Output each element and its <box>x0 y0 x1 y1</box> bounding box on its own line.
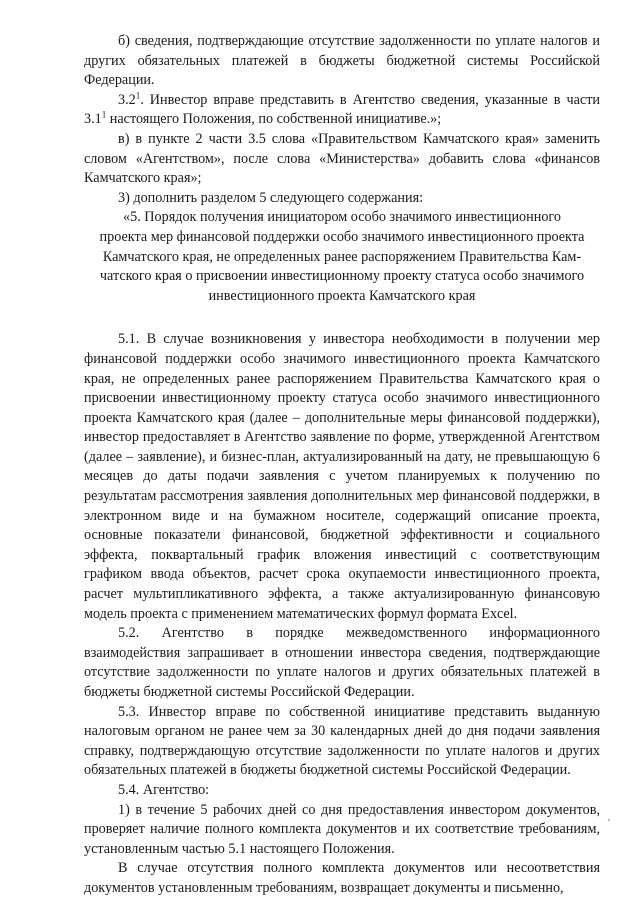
heading-line: инвестиционного проекта Камчатского края <box>208 287 476 304</box>
paragraph-v: в) в пункте 2 части 3.5 слова «Правительством Камчатского края» заменить словом «Агентством», после слова «Министерства» добавить слова «финансов Камчатского края»; <box>84 130 600 187</box>
paragraph-5-3: 5.3. Инвестор вправе по собственной инициативе представить выданную налоговым органом не ранее чем за 30 календарных дней до дня подачи заявления справку, подтверждающую отсутствие задолженности по уплате налогов и других обязательных платежей в бюджеты бюджетной системы Российской Федерации. <box>84 703 600 779</box>
superscript: 1 <box>135 90 141 101</box>
clause-number: 3.2 <box>118 91 136 108</box>
paragraph-3: 3) дополнить разделом 5 следующего содержания: <box>118 189 424 206</box>
scan-dot <box>608 819 610 821</box>
superscript: 1 <box>101 109 107 120</box>
section-5-heading <box>84 208 600 306</box>
paragraph-3-2-1 <box>84 91 600 130</box>
clause-text: . Инвестор вправе представить в Агентство сведения, указанные в части 3.1 <box>84 91 600 128</box>
heading-line: чатского края о присвоении инвестиционному проекту статуса особо значимого <box>99 268 585 285</box>
paragraph-5-2: 5.2. Агентство в порядке межведомственного информационного взаимодействия запрашивает в отношении инвестора сведения, подтверждающие отсутствие задолженности по уплате налогов и других обязательных платежей в бюджеты бюджетной системы Российской Федерации. <box>84 625 600 700</box>
paragraph-5-1: 5.1. В случае возникновения у инвестора необходимости в получении мер финансовой поддержки особо значимого инвестиционного проекта Камчатского края, не определенных ранее распоряжением Правительства Камчатского края о присвоении инвестиционному проекту статуса особо значимого инвестиционного проекта Камчатского края (далее – дополнительные меры финансовой поддержки), инвестор предоставляет в Агентство заявление по форме, утвержденной Агентством (далее – заявление), и бизнес-план, актуализированный на дату, не превышающую 6 месяцев до даты подачи заявления с учетом планируемых к получению по результатам рассмотрения заявления дополнительных мер финансовой поддержки, в электронном виде и на бумажном носителе, содержащий описание проекта, основные показатели финансовой, бюджетной эффективности и социального эффекта, поквартальный график вложения инвестиций с соответствующим графиком ввода объектов, расчет срока окупаемости инвестиционного проекта, расчет мультипликативного эффекта, а также актуализированную финансовую модель проекта с применением математических формул формата Excel. <box>84 331 600 622</box>
paragraph-5-4-1: 1) в течение 5 рабочих дней со дня предоставления инвестором документов, проверяет наличие полного комплекта документов и их соответствие требованиям, установленным частью 5.1 настоящего Положения. <box>84 801 600 857</box>
paragraph-5-4-continuation: В случае отсутствия полного комплекта документов или несоответствия документов установленным требованиям, возвращает документы и письменно, <box>84 860 600 896</box>
heading-line: «5. Порядок получения инициатором особо значимого инвестиционного <box>123 209 561 226</box>
paragraph-b: б) сведения, подтверждающие отсутствие задолженности по уплате налогов и других обязательных платежей в бюджеты бюджетной системы Российской Федерации. <box>84 33 600 89</box>
clause-text-end: настоящего Положения, по собственной инициативе.»; <box>106 111 442 128</box>
heading-line: проекта мер финансовой поддержки особо значимого инвестиционного проекта <box>99 228 585 245</box>
heading-line: Камчатского края, не определенных ранее распоряжением Правительства Кам- <box>102 248 582 265</box>
paragraph-5-4: 5.4. Агентство: <box>118 781 210 798</box>
